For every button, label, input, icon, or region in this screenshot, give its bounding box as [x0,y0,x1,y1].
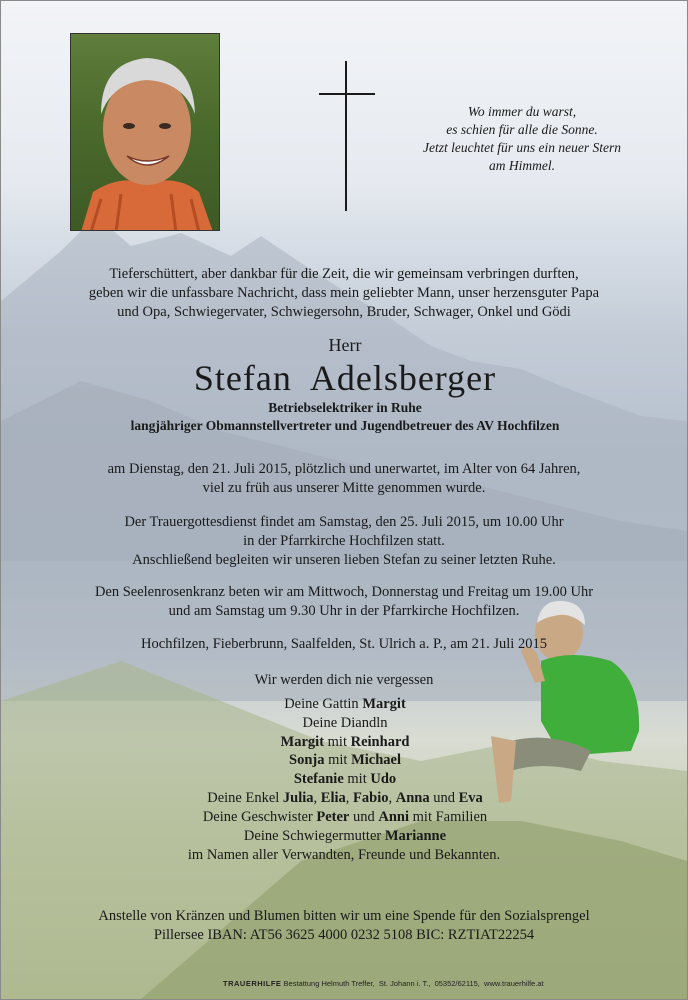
family-name: Stefanie [293,771,344,788]
deceased-name: Stefan Adelsberger [193,358,497,398]
portrait-photo [70,33,220,231]
donation-line: Pillersee IBAN: AT56 3625 4000 0232 5108 BIC: RZTIAT22254 [153,927,535,943]
family-name: Reinhard [350,733,410,750]
family-name: Sonja [289,752,325,769]
funeral-line: in der Pfarrkirche Hochfilzen statt. [243,533,445,549]
family-name: Julia [282,789,314,806]
death-notice [41,460,647,498]
cross-symbol [319,61,375,211]
family-text: Deine Enkel [207,789,283,806]
family-couple [1,770,688,789]
family-name: Udo [370,771,397,788]
family-text: , [345,789,354,806]
footer [223,979,544,988]
family-text: mit [324,752,352,769]
family-name: Marianne [384,827,447,844]
family-text: , [388,789,396,806]
family-text: und [429,789,459,806]
family-grandkids [1,789,688,808]
poem-line: es schien für alle die Sonne. [446,122,598,137]
family-list [1,695,688,845]
family-name: Elia [320,789,346,806]
family-kids-label: Deine Diandln [302,714,388,731]
family-siblings [1,808,688,827]
family-name: Margit [280,733,325,750]
closing-line: im Namen aller Verwandten, Freunde und Bekannten. [187,847,501,863]
rosary-line: und am Samstag um 9.30 Uhr in der Pfarrkirche Hochfilzen. [168,603,520,619]
family-name: Margit [362,696,406,712]
footer-logo: TRAUERHILFE [223,979,282,988]
donation-request [41,907,647,945]
funeral-line: Anschließend begleiten wir unseren lieben Stefan zu seiner letzten Ruhe. [132,552,556,568]
poem-line: Jetzt leuchtet für uns ein neuer Stern [423,140,621,155]
family-text: Deine Schwiegermutter [243,827,385,844]
family-text: mit [343,771,371,788]
deceased-role: Betriebselektriker in Ruhe [268,400,422,415]
family-mother-in-law [1,827,688,846]
family-couple [1,751,688,770]
death-line: am Dienstag, den 21. Juli 2015, plötzlich und unerwartet, im Alter von 64 Jahren, [107,461,581,477]
intro-paragraph [41,265,647,322]
intro-line: Tieferschüttert, aber dankbar für die Zeit, die wir gemeinsam verbringen durften, [109,266,579,282]
poem-line: am Himmel. [489,158,555,173]
family-name: Michael [351,752,401,769]
rosary-line: Den Seelenrosenkranz beten wir am Mittwoch, Donnerstag und Freitag um 19.00 Uhr [94,584,594,600]
family-text: Deine Geschwister [202,808,317,825]
donation-line: Anstelle von Kränzen und Blumen bitten wir um eine Spende für den Sozialsprengel [98,908,590,924]
family-couple [1,733,688,752]
family-text: und [349,808,379,825]
salutation: Herr [328,335,362,355]
intro-line: und Opa, Schwiegervater, Schwiegersohn, Bruder, Schwager, Onkel und Gödi [117,304,571,320]
remember-line: Wir werden dich nie vergessen [254,672,434,688]
family-text: mit Familien [409,808,488,825]
portrait-illustration [71,34,220,231]
place-and-date: Hochfilzen, Fieberbrunn, Saalfelden, St. Ulrich a. P., am 21. Juli 2015 [141,636,547,652]
deceased-role: langjähriger Obmannstellvertreter und Jugendbetreuer des AV Hochfilzen [130,418,560,433]
funeral-line: Der Trauergottesdienst findet am Samstag, den 25. Juli 2015, um 10.00 Uhr [124,514,564,530]
death-line: viel zu früh aus unserer Mitte genommen wurde. [202,480,486,496]
family-text: Deine Gattin [284,696,363,712]
funeral-info [41,513,647,570]
intro-line: geben wir die unfassbare Nachricht, dass mein geliebter Mann, unser herzensguter Papa [88,285,600,301]
family-name: Anna [395,789,430,806]
poem-line: Wo immer du warst, [467,104,577,119]
family-name: Fabio [353,789,389,806]
family-name: Anni [378,808,410,825]
family-name: Peter [316,808,350,825]
family-wife [1,695,688,714]
family-text: , [313,789,321,806]
family-name: Eva [458,789,483,806]
footer-text: Bestattung Helmuth Treffer, St. Johann i. T., 05352/62115, www.trauerhilfe.at [283,979,544,988]
family-text: mit [324,733,351,750]
memorial-poem [387,103,657,175]
